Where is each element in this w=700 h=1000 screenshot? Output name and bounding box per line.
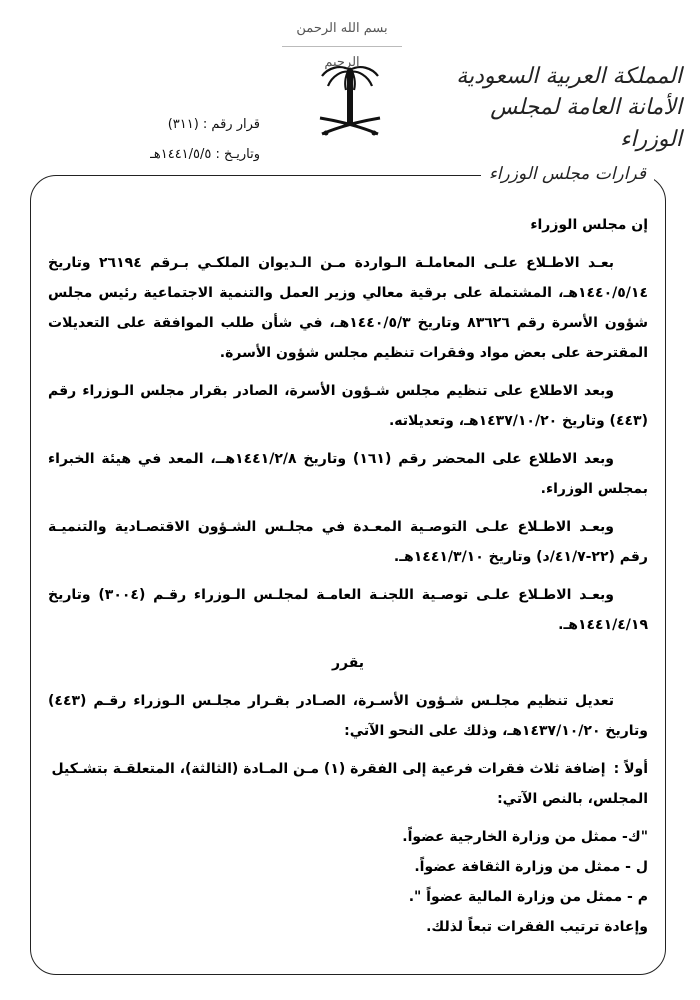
amendment-intro: تعديل تنظيم مجلـس شـؤون الأسـرة، الصـادر بقـرار مجلـس الـوزراء رقـم (٤٤٣) وتاريخ ١٤٣٧/١٠/٢٠هـ، وذلك على النحو الآتي:: [48, 693, 648, 739]
recital-3: وبعد الاطلاع على المحضر رقم (١٦١) وتاريخ ١٤٤١/٢/٨هــ، المعد في هيئة الخبراء بمجلس الوزراء.: [48, 451, 648, 497]
decision-body: [48, 210, 648, 942]
resolves-heading: يقرر: [331, 655, 365, 671]
sub-item-m: م - ممثل من وزارة المالية عضواً ".: [408, 889, 648, 905]
item-continuation: المجلس، بالنص الآتي:: [497, 791, 648, 807]
basmala-header: بسم الله الرحمن الرحيم: [282, 12, 402, 47]
recital-5: وبعـد الاطـلاع علـى توصـية اللجنـة العامـة لمجلـس الـوزراء رقـم (٣٠٠٤) وتاريخ ١٤٤١/٤/١٩هـ.: [48, 587, 648, 633]
decision-date: وتاريـخ : ١٤٤١/٥/٥هـ: [150, 147, 260, 162]
issuer-header: [452, 62, 682, 156]
recital-4: وبعـد الاطـلاع علـى التوصـية المعـدة في مجلـس الشـؤون الاقتصـادية والتنميـة رقم (٢٢-٤١/٧/د) وتاريخ ١٤٤١/٣/١٠هـ.: [48, 519, 648, 565]
recital-1: بعـد الاطـلاع علـى المعاملـة الـواردة مـن الـديوان الملكـي بـرقم ٢٦١٩٤ وتاريخ ١٤٤٠/٥/١٤هـ، المشتملة على برقية معالي وزير العمل والتنمية الاجتماعية رئيس مجلس شؤون الأسرة رقم ٨٣٦٢٦ وتاريخ ١٤٤٠/٥/٣هـ، في شأن طلب الموافقة على التعديلات المقترحة على بعض مواد وفقرات تنظيم مجلس شؤون الأسرة.: [48, 255, 648, 361]
kingdom-title: المملكة العربية السعودية: [456, 64, 682, 89]
item-first: [48, 754, 648, 784]
sub-item-l: ل - ممثل من وزارة الثقافة عضواً.: [414, 859, 648, 875]
item-text: إضافة ثلاث فقرات فرعية إلى الفقرة (١) مـن المـادة (الثالثة)، المتعلقـة بتشـكيل: [51, 761, 606, 777]
saudi-emblem-icon: [316, 60, 384, 152]
decision-number: قرار رقم : (٣١١): [167, 117, 260, 132]
frame-label: قرارات مجلس الوزراء: [481, 164, 654, 184]
reorder-note: وإعادة ترتيب الفقرات تبعاً لذلك.: [426, 919, 648, 935]
opening-line: إن مجلس الوزراء: [530, 217, 648, 233]
item-label: أولاً :: [613, 761, 648, 777]
secretariat-title: الأمانة العامة لمجلس الوزراء: [490, 95, 682, 152]
sub-item-k: "ك- ممثل من وزارة الخارجية عضواً.: [402, 829, 648, 845]
recital-2: وبعد الاطلاع على تنظيم مجلس شـؤون الأسرة، الصادر بقرار مجلس الـوزراء رقم (٤٤٣) وتاريخ ١٤٣٧/١٠/٢٠هـ، وتعديلاته.: [48, 383, 648, 429]
decision-meta: [120, 110, 260, 170]
